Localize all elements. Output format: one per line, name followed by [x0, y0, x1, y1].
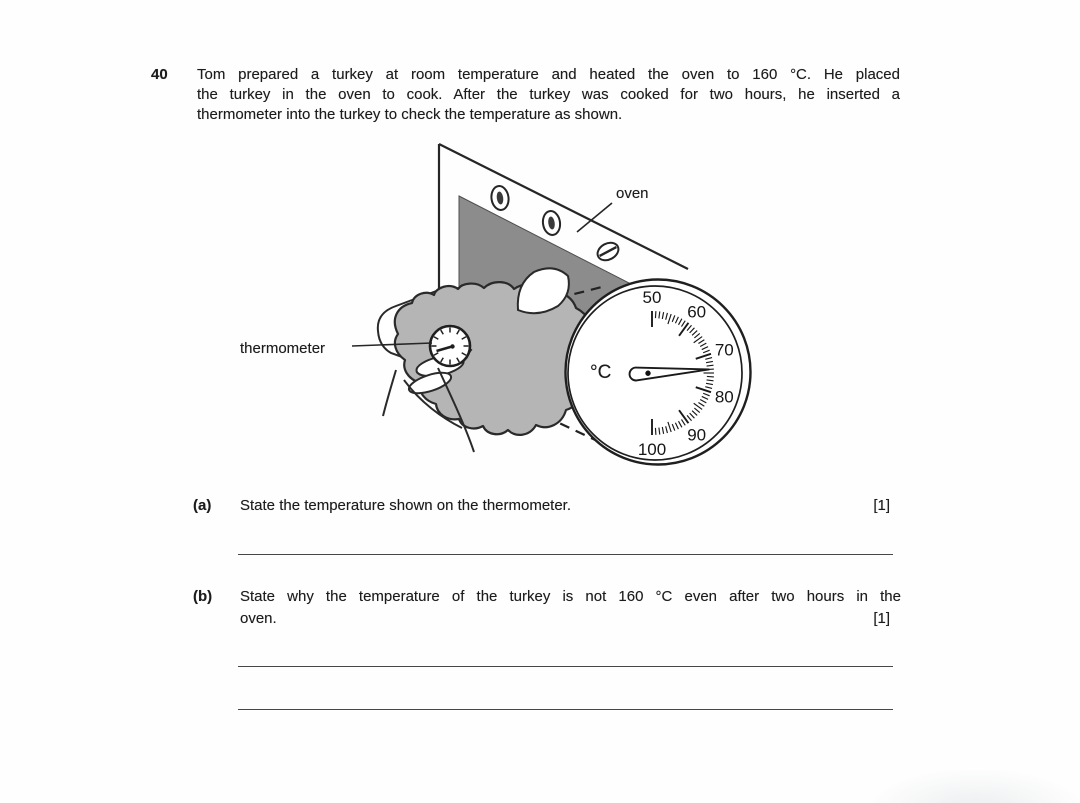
part-b-line-2: oven.: [240, 610, 277, 627]
answer-line-b2: [238, 709, 893, 712]
svg-text:90: 90: [687, 425, 707, 445]
intro-line-3: thermometer into the turkey to check the temperature as shown.: [197, 106, 623, 123]
intro-line-2: the turkey in the oven to cook. After the turkey was cooked for two hours, he inserted a: [197, 86, 900, 103]
answer-line-b1: [238, 666, 893, 669]
part-a-text: State the temperature shown on the thermometer.: [240, 497, 572, 514]
svg-text:70: 70: [714, 340, 734, 360]
intro-line-1: Tom prepared a turkey at room temperature and heated the oven to 160 °C. He placed: [197, 66, 900, 83]
svg-text:50: 50: [642, 288, 662, 307]
svg-text:80: 80: [714, 387, 734, 407]
part-a-label: (a): [193, 497, 212, 514]
part-b-marks: [1]: [873, 610, 890, 627]
pan-sketch-curve-1: [383, 370, 396, 416]
svg-text:60: 60: [687, 302, 707, 322]
oven-knob-1: [490, 185, 510, 211]
oven-label: oven: [616, 185, 649, 202]
question-number: 40: [151, 66, 168, 83]
oven-knob-2: [541, 210, 561, 236]
oven-knob-3: [595, 239, 622, 263]
part-a-marks: [1]: [873, 497, 890, 514]
svg-text:100: 100: [637, 440, 667, 459]
dial-unit-label: °C: [590, 362, 612, 383]
part-b-label: (b): [193, 588, 213, 605]
answer-line-a: [238, 554, 893, 557]
small-thermometer-dial: [430, 326, 472, 366]
part-b-line-1: State why the temperature of the turkey is not 160 °C even after two hours in the: [240, 588, 901, 605]
thermometer-label: thermometer: [240, 340, 326, 357]
turkey: [395, 282, 594, 435]
scan-corner-artifact: [872, 770, 1080, 803]
